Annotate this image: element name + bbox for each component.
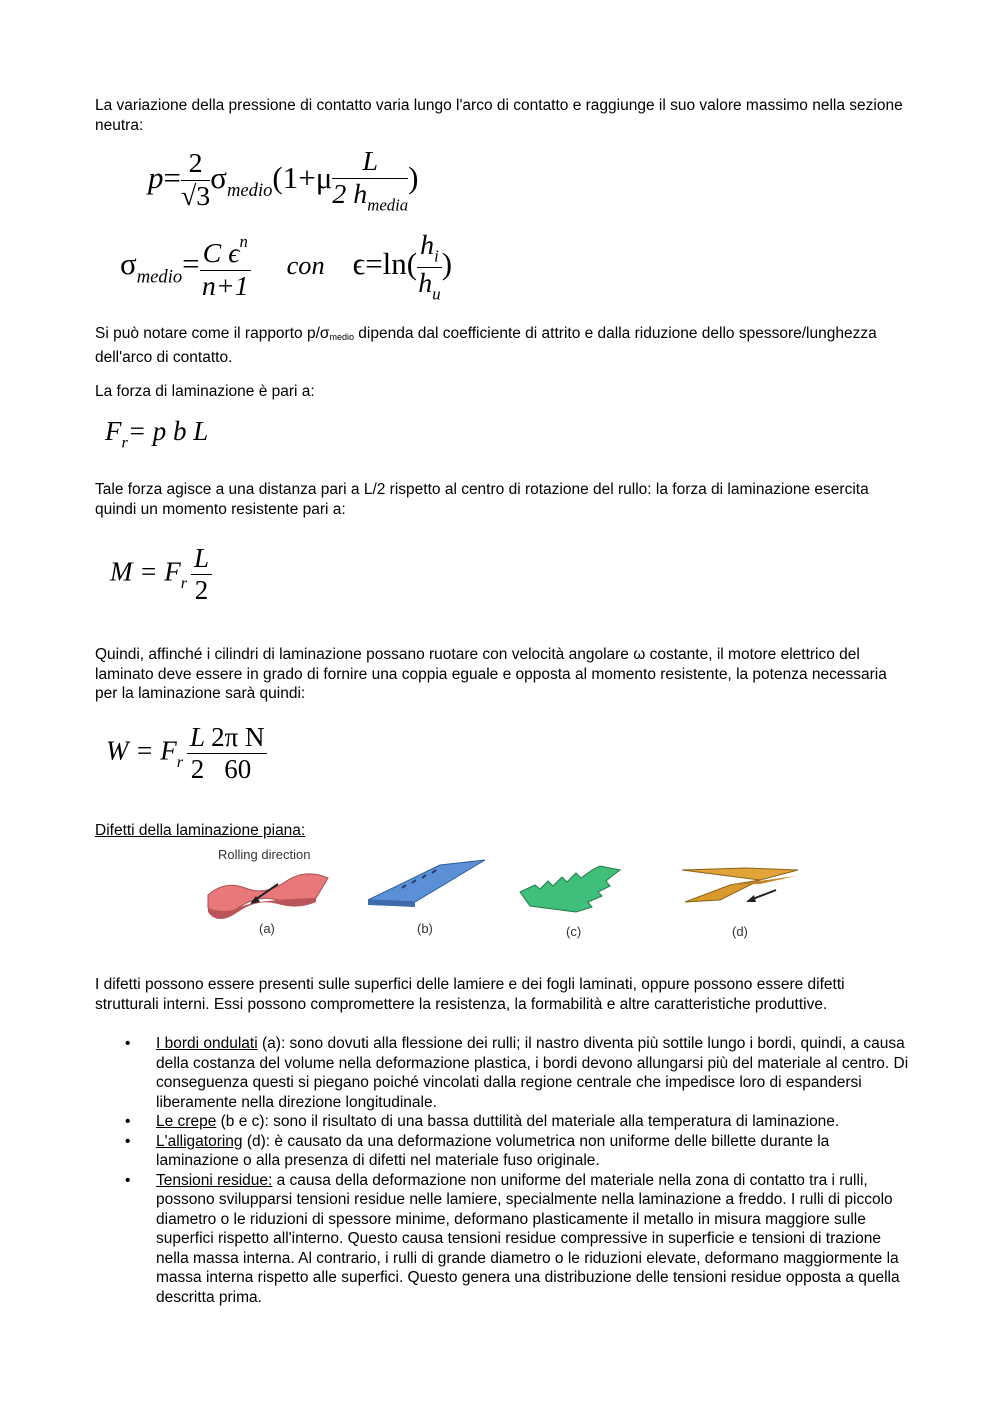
list-item: • I bordi ondulati (a): sono dovuti alla flessione dei rulli; il nastro diventa più sottile lungo i bordi, quindi, a causa della costanza del volume nella deformazione plastica, i bordi devono allungarsi più del materiale al centro. Di conseguenza questi si piegano poiché vincolati dalla regione centrale che impedisce loro di espandersi liberamente nella direzione longitudinale. bbox=[125, 1035, 909, 1111]
list-item: • Tensioni residue: a causa della deformazione non uniforme del materiale nella zona di contatto tra i rulli, possono svilupparsi tensioni residue nelle lamiere, specialmente nella laminazione a freddo. I rulli di piccolo diametro o le riduzioni di spessore minime, deformano plasticamente il metallo in misura maggiore sulle superfici rispetto all'interno. Questo causa tensioni residue compressive in superficie e tensioni di trazione nella massa interna. Al contrario, i rulli di grande diametro o le riduzioni elevate, deformano maggiormente la massa interna rispetto alle superfici. Questo genera una distribuzione delle tensioni residue opposta a quella descritta prima. bbox=[125, 1171, 900, 1306]
list-item: • L'alligatoring (d): è causato da una deformazione volumetrica non uniforme delle billette durante la laminazione o alla presenza di difetti nel materiale fuso originale. bbox=[125, 1132, 830, 1169]
defect-b-cracks bbox=[368, 860, 485, 907]
intro-paragraph: La variazione della pressione di contatto varia lungo l'arco di contatto e raggiunge il suo valore massimo nella sezione neutra: bbox=[95, 97, 903, 134]
defects-list bbox=[95, 1034, 910, 1307]
label-d: (d) bbox=[732, 924, 748, 939]
defect-c-edge-cracks bbox=[520, 866, 620, 912]
rolling-defects-figure bbox=[200, 840, 800, 950]
power-formula: $W = F_r$ $\frac{L}{2}$ $\frac{\text{2π N}}{60}$ bbox=[106, 722, 267, 785]
ratio-note: Si può notare come il rapporto p/σmedio dipenda dal coefficiente di attrito e dalla riduzione dello spessore/lunghezza dell'arco di contatto. bbox=[95, 325, 877, 366]
label-a: (a) bbox=[259, 921, 275, 936]
defects-intro: I difetti possono essere presenti sulle superfici delle lamiere e dei fogli laminati, oppure possono essere difetti strutturali interni. Essi possono compromettere la resistenza, la formabilità e altre caratteristiche produttive. bbox=[95, 976, 845, 1013]
defect-a-wavy-edges bbox=[208, 874, 328, 919]
moment-intro: Tale forza agisce a una distanza pari a L/2 rispetto al centro di rotazione del rullo: la forza di laminazione esercita quindi un momento resistente pari a: bbox=[95, 481, 869, 518]
force-formula: $F_r= p$ b L bbox=[105, 416, 209, 452]
label-c: (c) bbox=[566, 924, 582, 939]
label-b: (b) bbox=[417, 921, 433, 936]
defects-illustration bbox=[200, 840, 800, 950]
sigma-formula: $\sigma_{medio}=$ $\frac{C \epsilon^n}{n+1}$ con ϵ=ln( $\frac{h_i}{h_u}$ ) bbox=[120, 230, 453, 304]
rolling-direction-label: Rolling direction bbox=[218, 847, 311, 862]
force-intro: La forza di laminazione è pari a: bbox=[95, 383, 315, 400]
moment-formula: $M = F_r$ $\frac{L}{2}$ bbox=[110, 543, 212, 606]
list-item: • Le crepe (b e c): sono il risultato di una bassa duttilità del materiale alla temperatura di laminazione. bbox=[125, 1113, 840, 1130]
defect-d-alligatoring bbox=[682, 868, 798, 902]
pressure-formula: p= $\frac{2}{√3}$ $\sigma_{medio}(1+\mu$ $\frac{L}{2 h_{media}}$ ) bbox=[148, 146, 419, 215]
defects-heading: Difetti della laminazione piana: bbox=[95, 822, 306, 839]
power-intro: Quindi, affinché i cilindri di laminazione possano ruotare con velocità angolare ω costante, il motore elettrico del laminato deve essere in grado di fornire una coppia eguale e opposta al momento resistente, la potenza necessaria per la laminazione sarà quindi: bbox=[95, 646, 887, 702]
